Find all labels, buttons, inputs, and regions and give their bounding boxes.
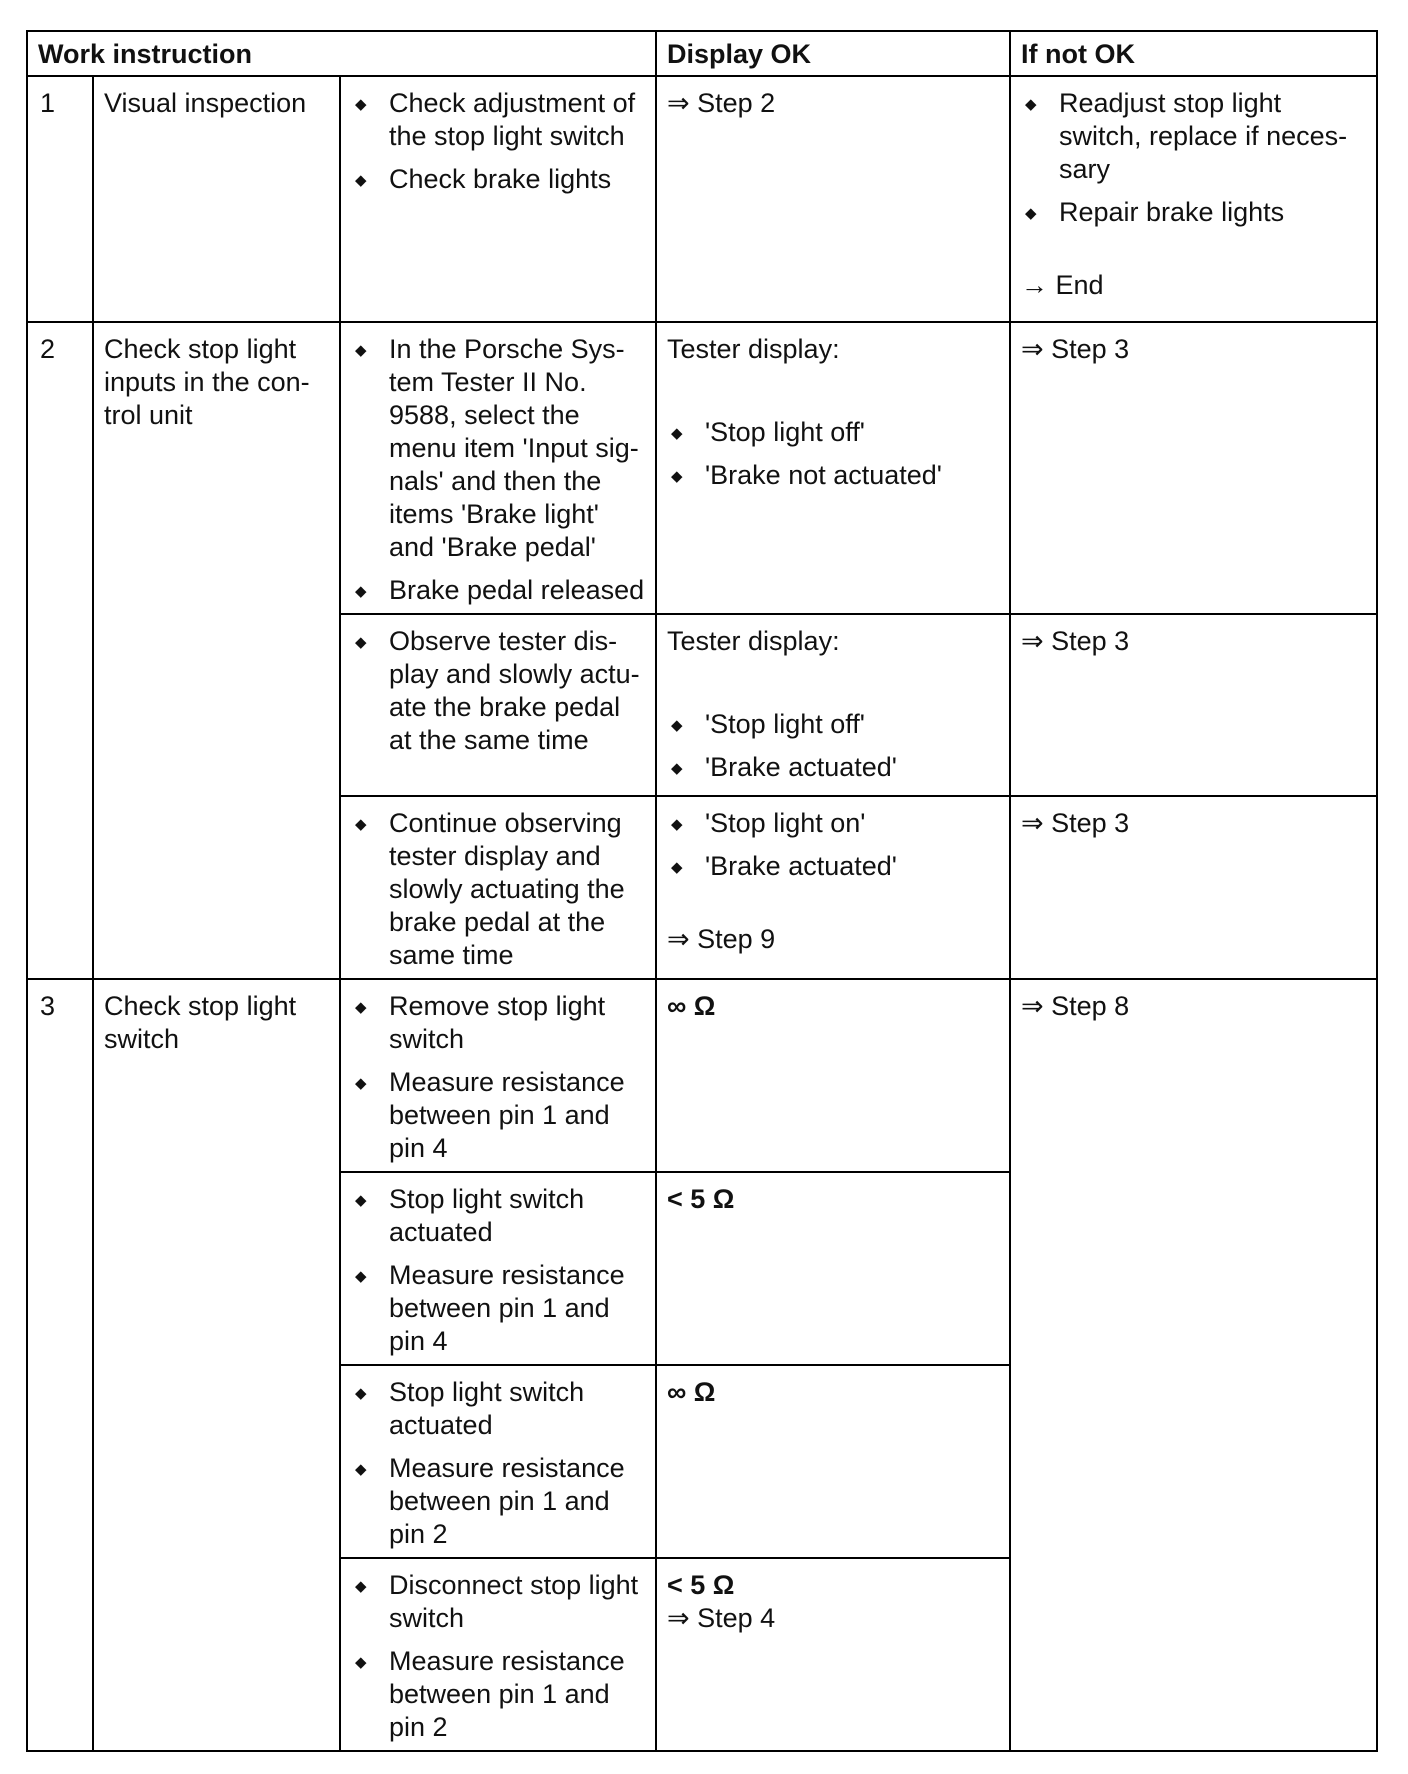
header-row bbox=[27, 31, 1377, 76]
instruction-item: ◆ Measure resistance between pin 1 and pin 2 bbox=[351, 1452, 645, 1551]
instruction-item: ◆ Remove stop light switch bbox=[351, 990, 645, 1056]
display-item: ◆ 'Brake actuated' bbox=[667, 850, 999, 883]
display-item: ◆ 'Brake actuated' bbox=[667, 751, 999, 784]
display-ok-cell bbox=[656, 1558, 1010, 1751]
instruction-item: ◆ Check adjustment of the stop light switch bbox=[351, 87, 645, 153]
tester-display-label: Tester display: bbox=[667, 626, 840, 656]
instruction-item: ◆ Brake pedal released bbox=[351, 574, 645, 607]
if-not-ok-cell: ⇒ Step 3 bbox=[1010, 614, 1377, 796]
if-not-ok-cell: ⇒ Step 8 bbox=[1010, 979, 1377, 1751]
if-not-ok-cell: ⇒ Step 3 bbox=[1010, 322, 1377, 614]
display-ok-cell bbox=[656, 796, 1010, 979]
instruction-cell bbox=[340, 76, 656, 322]
display-item: ◆ 'Stop light on' bbox=[667, 807, 999, 840]
instruction-item: ◆ Disconnect stop light switch bbox=[351, 1569, 645, 1635]
instruction-cell bbox=[340, 614, 656, 796]
step-number: 3 bbox=[27, 979, 93, 1751]
display-ok-cell bbox=[656, 322, 1010, 614]
instruction-item: ◆ In the Porsche Sys-tem Tester II No. 9588, select the menu item 'Input sig-nals' and then the items 'Brake light' and 'Brake pedal' bbox=[351, 333, 645, 564]
instruction-item: ◆ Check brake lights bbox=[351, 163, 645, 196]
instruction-cell bbox=[340, 1172, 656, 1365]
end-marker: → End bbox=[1021, 270, 1104, 300]
next-step: ⇒ Step 9 bbox=[667, 924, 776, 954]
not-ok-item: ◆ Readjust stop light switch, replace if neces-sary bbox=[1021, 87, 1366, 186]
work-instruction-table bbox=[26, 30, 1378, 1752]
header-work-instruction: Work instruction bbox=[27, 31, 656, 76]
instruction-item: ◆ Measure resistance between pin 1 and pin 4 bbox=[351, 1259, 645, 1358]
instruction-cell bbox=[340, 1558, 656, 1751]
table-row bbox=[27, 76, 1377, 322]
instruction-cell bbox=[340, 1365, 656, 1558]
instruction-item: ◆ Stop light switch actuated bbox=[351, 1183, 645, 1249]
not-ok-item: ◆ Repair brake lights bbox=[1021, 196, 1366, 229]
header-if-not-ok: If not OK bbox=[1010, 31, 1377, 76]
display-ok-cell: ⇒ Step 2 bbox=[656, 76, 1010, 322]
next-step: ⇒ Step 4 bbox=[667, 1603, 776, 1633]
instruction-item: ◆ Continue observing tester display and slowly actuating the brake pedal at the same time bbox=[351, 807, 645, 972]
header-display-ok: Display OK bbox=[656, 31, 1010, 76]
if-not-ok-cell bbox=[1010, 76, 1377, 322]
display-item: ◆ 'Stop light off' bbox=[667, 416, 999, 449]
display-value: < 5 Ω bbox=[667, 1570, 735, 1600]
instruction-cell bbox=[340, 979, 656, 1172]
instruction-cell bbox=[340, 322, 656, 614]
display-ok-cell bbox=[656, 614, 1010, 796]
display-item: ◆ 'Stop light off' bbox=[667, 708, 999, 741]
step-number: 2 bbox=[27, 322, 93, 979]
step-number: 1 bbox=[27, 76, 93, 322]
tester-display-label: Tester display: bbox=[667, 334, 840, 364]
instruction-cell bbox=[340, 796, 656, 979]
instruction-item: ◆ Measure resistance between pin 1 and pin 2 bbox=[351, 1645, 645, 1744]
if-not-ok-cell: ⇒ Step 3 bbox=[1010, 796, 1377, 979]
display-ok-cell: < 5 Ω bbox=[656, 1172, 1010, 1365]
display-item: ◆ 'Brake not actuated' bbox=[667, 459, 999, 492]
display-ok-cell: ∞ Ω bbox=[656, 979, 1010, 1172]
instruction-item: ◆ Measure resistance between pin 1 and pin 4 bbox=[351, 1066, 645, 1165]
display-ok-cell: ∞ Ω bbox=[656, 1365, 1010, 1558]
instruction-item: ◆ Stop light switch actuated bbox=[351, 1376, 645, 1442]
step-title: Check stop light switch bbox=[93, 979, 340, 1751]
table-row bbox=[27, 979, 1377, 1172]
instruction-item: ◆ Observe tester dis-play and slowly actu-ate the brake pedal at the same time bbox=[351, 625, 645, 757]
step-title: Check stop light inputs in the con-trol unit bbox=[93, 322, 340, 979]
step-title: Visual inspection bbox=[93, 76, 340, 322]
table-row bbox=[27, 322, 1377, 614]
